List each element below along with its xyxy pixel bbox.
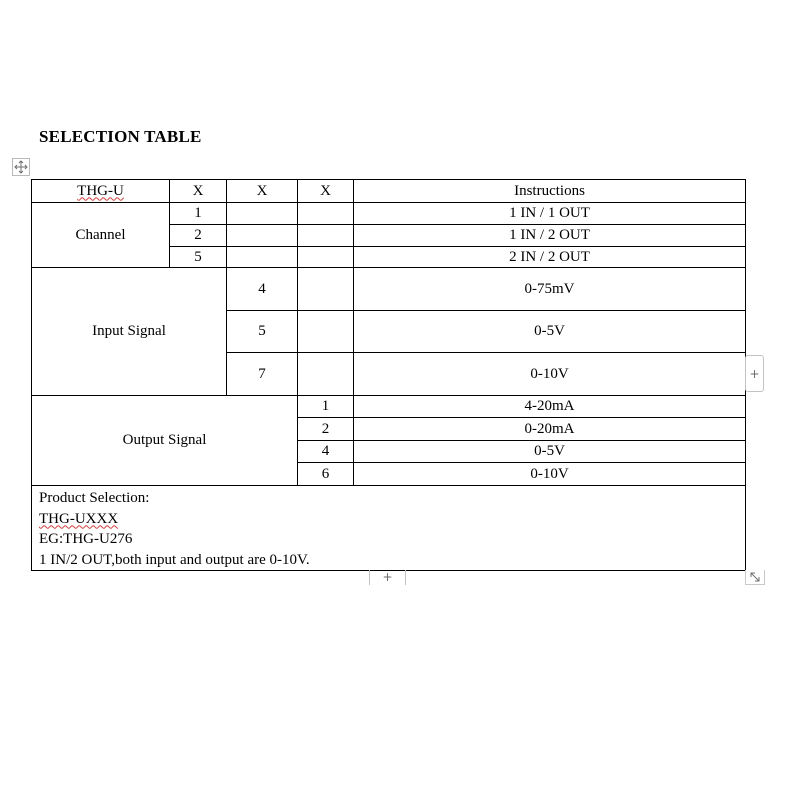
product-selection-heading: Product Selection: bbox=[39, 490, 150, 506]
input-instruction: 0-75mV bbox=[354, 268, 746, 311]
input-instruction: 0-5V bbox=[354, 311, 746, 353]
table-row bbox=[32, 268, 746, 311]
selection-table bbox=[31, 179, 746, 571]
channel-instruction: 2 IN / 2 OUT bbox=[354, 247, 746, 268]
table-row bbox=[32, 203, 746, 225]
empty-cell bbox=[227, 225, 298, 247]
add-column-button[interactable]: + bbox=[745, 355, 764, 392]
channel-code: 1 bbox=[170, 203, 227, 225]
output-code: 1 bbox=[298, 396, 354, 418]
empty-cell bbox=[298, 268, 354, 311]
channel-instruction: 1 IN / 1 OUT bbox=[354, 203, 746, 225]
header-x3: X bbox=[298, 180, 354, 203]
output-code: 4 bbox=[298, 441, 354, 463]
header-x1: X bbox=[170, 180, 227, 203]
empty-cell bbox=[298, 225, 354, 247]
model-pattern: THG-UXXX bbox=[39, 510, 119, 527]
page-title: SELECTION TABLE bbox=[39, 127, 202, 146]
header-x2: X bbox=[227, 180, 298, 203]
output-code: 6 bbox=[298, 463, 354, 486]
empty-cell bbox=[227, 203, 298, 225]
example-description: 1 IN/2 OUT,both input and output are 0-10V. bbox=[39, 551, 310, 568]
header-prefix: THG-U bbox=[77, 182, 124, 199]
input-code: 5 bbox=[227, 311, 298, 353]
model-pattern-line bbox=[39, 509, 745, 530]
header-row bbox=[32, 180, 746, 203]
move-arrows-icon bbox=[14, 160, 28, 174]
input-signal-label: Input Signal bbox=[32, 268, 227, 396]
input-instruction: 0-10V bbox=[354, 353, 746, 396]
table-resize-handle[interactable] bbox=[745, 570, 765, 585]
table-move-handle[interactable] bbox=[12, 158, 30, 176]
input-code: 4 bbox=[227, 268, 298, 311]
resize-diagonal-icon bbox=[746, 570, 764, 584]
empty-cell bbox=[298, 203, 354, 225]
output-signal-label: Output Signal bbox=[32, 396, 298, 486]
channel-code: 2 bbox=[170, 225, 227, 247]
channel-label: Channel bbox=[32, 203, 170, 268]
empty-cell bbox=[298, 353, 354, 396]
empty-cell bbox=[298, 247, 354, 268]
header-prefix-cell bbox=[32, 180, 170, 203]
table-row bbox=[32, 396, 746, 418]
output-instruction: 4-20mA bbox=[354, 396, 746, 418]
output-instruction: 0-10V bbox=[354, 463, 746, 486]
header-instructions: Instructions bbox=[354, 180, 746, 203]
product-selection-cell bbox=[32, 486, 746, 571]
input-code: 7 bbox=[227, 353, 298, 396]
empty-cell bbox=[227, 247, 298, 268]
example-model: EG:THG-U276 bbox=[39, 531, 133, 547]
output-instruction: 0-5V bbox=[354, 441, 746, 463]
channel-instruction: 1 IN / 2 OUT bbox=[354, 225, 746, 247]
output-instruction: 0-20mA bbox=[354, 418, 746, 441]
add-row-button[interactable]: + bbox=[369, 570, 406, 585]
output-code: 2 bbox=[298, 418, 354, 441]
channel-code: 5 bbox=[170, 247, 227, 268]
footer-row bbox=[32, 486, 746, 571]
empty-cell bbox=[298, 311, 354, 353]
